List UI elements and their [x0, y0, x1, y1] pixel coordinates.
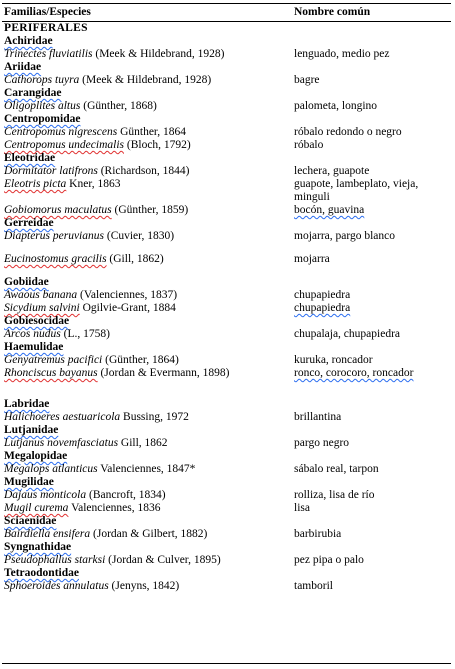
common-name: chupalaja, chupapiedra — [294, 328, 400, 340]
common-name: palometa, longino — [294, 100, 378, 112]
species-cell — [4, 463, 195, 476]
family-name: Gobiesocidae — [4, 315, 70, 327]
scientific-name: Rhonciscus bayanus — [4, 367, 98, 379]
family-row — [0, 450, 455, 463]
species-author: (Gill, 1862) — [106, 253, 164, 265]
scientific-name: Awaous banana — [4, 289, 78, 301]
scientific-name: Dajaus monticola — [4, 489, 87, 501]
species-cell — [4, 302, 176, 315]
common-name: chupapiedra — [294, 289, 351, 301]
family-name: Syngnathidae — [4, 541, 72, 553]
species-author: (Jordan & Evermann, 1898) — [97, 367, 230, 379]
species-cell — [4, 580, 179, 593]
family-name: Mugilidae — [4, 476, 54, 488]
common-name: rolliza, lisa de río — [294, 489, 375, 501]
species-author: (Jordan & Gilbert, 1882) — [90, 528, 208, 540]
scientific-name: Trinectes fluviatilis — [4, 48, 93, 60]
species-author: (Bancroft, 1834) — [86, 489, 166, 501]
species-author: (L., 1758) — [60, 328, 110, 340]
family-row — [0, 217, 455, 230]
family-row — [0, 61, 455, 74]
common-name: sábalo real, tarpon — [294, 463, 379, 475]
species-cell — [4, 354, 179, 367]
common-name: mojarra — [294, 253, 330, 265]
species-author: (Valenciennes, 1837) — [77, 289, 178, 301]
species-cell — [4, 165, 190, 178]
family-name: Gerreidae — [4, 217, 54, 229]
family-name: Centropomidae — [4, 113, 81, 125]
species-row — [0, 253, 455, 276]
species-cell — [4, 554, 221, 567]
species-row — [0, 580, 455, 593]
header-species-column: Familias/Especies — [4, 6, 91, 18]
family-name: Tetraodontidae — [4, 567, 79, 579]
species-row — [0, 554, 455, 567]
scientific-name: Sicydium salvini — [4, 302, 80, 314]
family-row — [0, 567, 455, 580]
species-cell — [4, 367, 230, 380]
common-name: guapote, lambeplato, vieja, minguli — [294, 178, 419, 203]
species-row — [0, 354, 455, 367]
species-row — [0, 139, 455, 152]
family-name: Eleotridae — [4, 152, 56, 164]
species-cell — [4, 230, 174, 243]
common-name: ronco, corocoro, roncador — [294, 367, 414, 379]
species-row — [0, 463, 455, 476]
species-row — [0, 230, 455, 253]
family-row — [0, 87, 455, 100]
species-row — [0, 126, 455, 139]
species-cell — [4, 437, 168, 450]
species-cell — [4, 411, 189, 424]
species-cell — [4, 502, 161, 515]
common-name: bagre — [294, 74, 320, 86]
species-cell — [4, 74, 211, 87]
family-name: Ariidae — [4, 61, 42, 73]
species-author: Kner, 1863 — [66, 178, 121, 190]
species-author: (Günther, 1868) — [80, 100, 157, 112]
species-cell — [4, 100, 157, 113]
species-author: Valenciennes, 1836 — [68, 502, 161, 514]
family-row — [0, 113, 455, 126]
common-name: pez pipa o palo — [294, 554, 364, 566]
species-row — [0, 165, 455, 178]
species-author: (Jenyns, 1842) — [108, 580, 180, 592]
family-name: Labridae — [4, 398, 50, 410]
scientific-name: Megalops atlanticus — [4, 463, 98, 475]
common-name: chupapiedra — [294, 302, 351, 314]
scientific-name: Arcos nudus — [4, 328, 61, 340]
table-body — [0, 22, 455, 593]
family-row — [0, 398, 455, 411]
species-row — [0, 178, 455, 204]
common-name: róbalo — [294, 139, 324, 151]
species-row — [0, 289, 455, 302]
species-author: Gill, 1862 — [118, 437, 168, 449]
species-row — [0, 502, 455, 515]
species-row — [0, 48, 455, 61]
family-row — [0, 424, 455, 437]
family-name: Carangidae — [4, 87, 62, 99]
scientific-name: Gobiomorus maculatus — [4, 204, 112, 216]
family-row — [0, 515, 455, 528]
species-author: (Günther, 1859) — [111, 204, 189, 216]
family-row — [0, 341, 455, 354]
species-row — [0, 437, 455, 450]
species-cell — [4, 204, 188, 217]
species-author: (Cuvier, 1830) — [103, 230, 175, 242]
header-common-name-column: Nombre común — [294, 6, 371, 18]
common-name: bocón, guavina — [294, 204, 365, 216]
species-cell — [4, 139, 191, 152]
common-name: róbalo redondo o negro — [294, 126, 402, 138]
species-cell — [4, 328, 110, 341]
common-name: pargo negro — [294, 437, 350, 449]
scientific-name: Lutjanus novemfasciatus — [4, 437, 119, 449]
family-row — [0, 152, 455, 165]
scientific-name: Centropomus undecimalis — [4, 139, 124, 151]
common-name: kuruka, roncador — [294, 354, 373, 366]
scientific-name: Dormitator latifrons — [4, 165, 98, 177]
common-name: barbirubia — [294, 528, 342, 540]
species-row — [0, 528, 455, 541]
species-author: Ogilvie-Grant, 1884 — [79, 302, 176, 314]
family-name: Achiridae — [4, 35, 53, 47]
common-name: lisa — [294, 502, 310, 514]
scientific-name: Centropomus nigrescens — [4, 126, 118, 138]
family-name: Lutjanidae — [4, 424, 59, 436]
species-cell — [4, 289, 177, 302]
table-bottom-rule — [2, 663, 451, 664]
species-author: (Günther, 1864) — [102, 354, 179, 366]
family-name: Gobiidae — [4, 276, 49, 288]
scientific-name: Oligoplites altus — [4, 100, 81, 112]
species-row — [0, 204, 455, 217]
common-name: mojarra, pargo blanco — [294, 230, 396, 242]
scientific-name: Diapterus peruvianus — [4, 230, 104, 242]
family-row — [0, 315, 455, 328]
common-name: tamboril — [294, 580, 333, 592]
family-name: Megalopidae — [4, 450, 68, 462]
family-row — [0, 276, 455, 289]
scientific-name: Genyatremus pacifici — [4, 354, 103, 366]
species-cell — [4, 126, 186, 139]
species-cell — [4, 528, 207, 541]
species-row — [0, 100, 455, 113]
species-author: (Jordan & Culver, 1895) — [105, 554, 221, 566]
species-author: (Bloch, 1792) — [124, 139, 191, 151]
family-row — [0, 476, 455, 489]
common-name: lechera, guapote — [294, 165, 370, 177]
species-row — [0, 489, 455, 502]
family-name: Sciaenidae — [4, 515, 57, 527]
scientific-name: Bairdiella ensifera — [4, 528, 91, 540]
species-row — [0, 367, 455, 398]
species-row — [0, 328, 455, 341]
species-author: Bussing, 1972 — [120, 411, 189, 423]
species-author: (Meek & Hildebrand, 1928) — [92, 48, 225, 60]
scientific-name: Pseudophallus starksi — [4, 554, 106, 566]
scientific-name: Sphoeroides annulatus — [4, 580, 109, 592]
family-row — [0, 541, 455, 554]
species-cell — [4, 253, 164, 266]
species-cell — [4, 489, 166, 502]
scientific-name: Eucinostomus gracilis — [4, 253, 107, 265]
table-header — [0, 0, 455, 22]
scientific-name: Mugil curema — [4, 502, 69, 514]
scientific-name: Eleotris picta — [4, 178, 67, 190]
species-author: Günther, 1864 — [117, 126, 187, 138]
species-author: (Meek & Hildebrand, 1928) — [79, 74, 212, 86]
species-author: (Richardson, 1844) — [97, 165, 190, 177]
family-name: Haemulidae — [4, 341, 64, 353]
scientific-name: Cathorops tuyra — [4, 74, 80, 86]
common-name: lenguado, medio pez — [294, 48, 390, 60]
family-row — [0, 35, 455, 48]
species-row — [0, 411, 455, 424]
species-row — [0, 302, 455, 315]
scientific-name: Halichoeres aestuaricola — [4, 411, 121, 423]
section-heading-row — [0, 22, 455, 35]
species-row — [0, 74, 455, 87]
species-author: Valenciennes, 1847* — [97, 463, 196, 475]
species-cell — [4, 48, 224, 61]
common-name: brillantina — [294, 411, 342, 423]
species-cell — [4, 178, 120, 191]
section-heading: PERIFERALES — [4, 22, 88, 34]
